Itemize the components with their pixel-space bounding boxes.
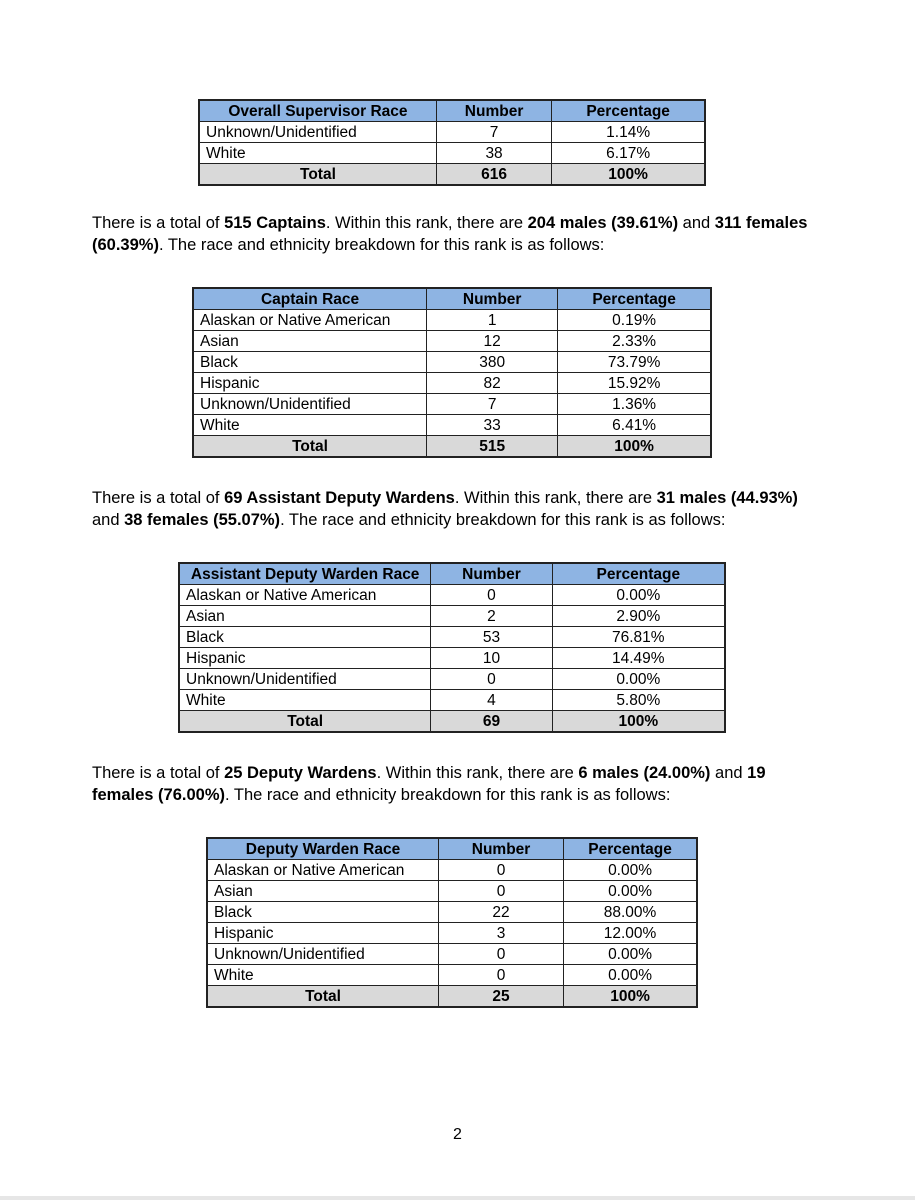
total-label: Total [199,164,436,186]
race-cell: Asian [193,331,427,352]
page-number: 2 [453,1126,462,1143]
total-percentage: 100% [558,436,711,458]
race-cell: Black [207,902,439,923]
column-header: Number [431,563,552,585]
race-cell: Asian [207,881,439,902]
number-cell: 7 [427,394,558,415]
number-cell: 0 [439,944,564,965]
total-number: 515 [427,436,558,458]
column-header: Percentage [552,100,705,122]
race-cell: Alaskan or Native American [193,310,427,331]
race-cell: Hispanic [179,648,431,669]
table-row [193,352,711,373]
percentage-cell: 12.00% [564,923,697,944]
number-cell: 2 [431,606,552,627]
percentage-cell: 0.19% [558,310,711,331]
column-header: Percentage [558,288,711,310]
column-header: Percentage [552,563,725,585]
table-row [179,690,725,711]
captains-summary: There is a total of 515 Captains. Within this rank, there are 204 males (39.61%) and 311 females (60.39%). The race and ethnicity breakdown for this rank is as follows: [92,214,808,254]
percentage-cell: 0.00% [552,669,725,690]
total-row [207,986,697,1008]
number-cell: 4 [431,690,552,711]
percentage-cell: 14.49% [552,648,725,669]
number-cell: 33 [427,415,558,436]
number-cell: 10 [431,648,552,669]
captain-count: 515 Captains [224,214,326,232]
table-row [193,331,711,352]
table-row [193,310,711,331]
dw-summary: There is a total of 25 Deputy Wardens. Within this rank, there are 6 males (24.00%) and 19 females (76.00%). The race and ethnicity breakdown for this rank is as follows: [92,764,766,804]
total-percentage: 100% [564,986,697,1008]
table-header-row [193,288,711,310]
adw-count: 69 Assistant Deputy Wardens [224,489,455,507]
table-row [193,415,711,436]
total-row [193,436,711,458]
number-cell: 7 [436,122,551,143]
total-label: Total [193,436,427,458]
total-percentage: 100% [552,711,725,733]
table-row [179,627,725,648]
captain-females: 311 females (60.39%) [92,214,808,254]
total-number: 69 [431,711,552,733]
percentage-cell: 73.79% [558,352,711,373]
number-cell: 22 [439,902,564,923]
percentage-cell: 0.00% [564,944,697,965]
race-cell: Black [179,627,431,648]
race-cell: White [199,143,436,164]
race-cell: Unknown/Unidentified [199,122,436,143]
column-header: Overall Supervisor Race [199,100,436,122]
table-row [207,944,697,965]
race-cell: Alaskan or Native American [207,860,439,881]
percentage-cell: 1.36% [558,394,711,415]
dw-males: 6 males (24.00%) [578,764,711,782]
table-row [199,122,705,143]
percentage-cell: 1.14% [552,122,705,143]
adw-summary: There is a total of 69 Assistant Deputy Wardens. Within this rank, there are 31 males (44.93%) and 38 females (55.07%). The race and ethnicity breakdown for this rank is as follows: [92,489,798,529]
table-row [207,860,697,881]
total-number: 25 [439,986,564,1008]
table-row [179,648,725,669]
race-cell: Hispanic [193,373,427,394]
table-row [179,669,725,690]
column-header: Deputy Warden Race [207,838,439,860]
percentage-cell: 6.17% [552,143,705,164]
table-row [207,965,697,986]
adw-race-table [178,562,726,733]
column-header: Percentage [564,838,697,860]
column-header: Assistant Deputy Warden Race [179,563,431,585]
dw-females: 19 females (76.00%) [92,764,766,804]
table-header-row [199,100,705,122]
table-row [199,143,705,164]
number-cell: 82 [427,373,558,394]
table-row [193,394,711,415]
number-cell: 12 [427,331,558,352]
number-cell: 1 [427,310,558,331]
number-cell: 0 [439,965,564,986]
captain-race-table [192,287,712,458]
table-row [193,373,711,394]
race-cell: Unknown/Unidentified [179,669,431,690]
table-row [207,902,697,923]
percentage-cell: 0.00% [552,585,725,606]
percentage-cell: 88.00% [564,902,697,923]
page-bottom-edge [0,1196,915,1200]
race-cell: Asian [179,606,431,627]
number-cell: 0 [431,585,552,606]
race-cell: Unknown/Unidentified [207,944,439,965]
percentage-cell: 76.81% [552,627,725,648]
race-cell: Unknown/Unidentified [193,394,427,415]
total-row [179,711,725,733]
race-cell: White [207,965,439,986]
race-cell: Hispanic [207,923,439,944]
dw-count: 25 Deputy Wardens [224,764,377,782]
total-row [199,164,705,186]
percentage-cell: 0.00% [564,860,697,881]
number-cell: 53 [431,627,552,648]
number-cell: 0 [431,669,552,690]
percentage-cell: 5.80% [552,690,725,711]
total-label: Total [207,986,439,1008]
column-header: Number [439,838,564,860]
number-cell: 0 [439,860,564,881]
percentage-cell: 0.00% [564,881,697,902]
adw-females: 38 females (55.07%) [124,511,281,529]
adw-males: 31 males (44.93%) [656,489,798,507]
table-row [207,923,697,944]
race-cell: Black [193,352,427,373]
total-label: Total [179,711,431,733]
captain-males: 204 males (39.61%) [527,214,679,232]
race-cell: Alaskan or Native American [179,585,431,606]
number-cell: 38 [436,143,551,164]
percentage-cell: 15.92% [558,373,711,394]
percentage-cell: 0.00% [564,965,697,986]
number-cell: 3 [439,923,564,944]
total-percentage: 100% [552,164,705,186]
table-row [179,585,725,606]
column-header: Number [436,100,551,122]
column-header: Captain Race [193,288,427,310]
percentage-cell: 2.90% [552,606,725,627]
total-number: 616 [436,164,551,186]
number-cell: 0 [439,881,564,902]
race-cell: White [179,690,431,711]
number-cell: 380 [427,352,558,373]
race-cell: White [193,415,427,436]
percentage-cell: 2.33% [558,331,711,352]
dw-race-table [206,837,698,1008]
table-header-row [207,838,697,860]
table-row [207,881,697,902]
column-header: Number [427,288,558,310]
table-header-row [179,563,725,585]
percentage-cell: 6.41% [558,415,711,436]
supervisor-race-table [198,99,706,186]
table-row [179,606,725,627]
